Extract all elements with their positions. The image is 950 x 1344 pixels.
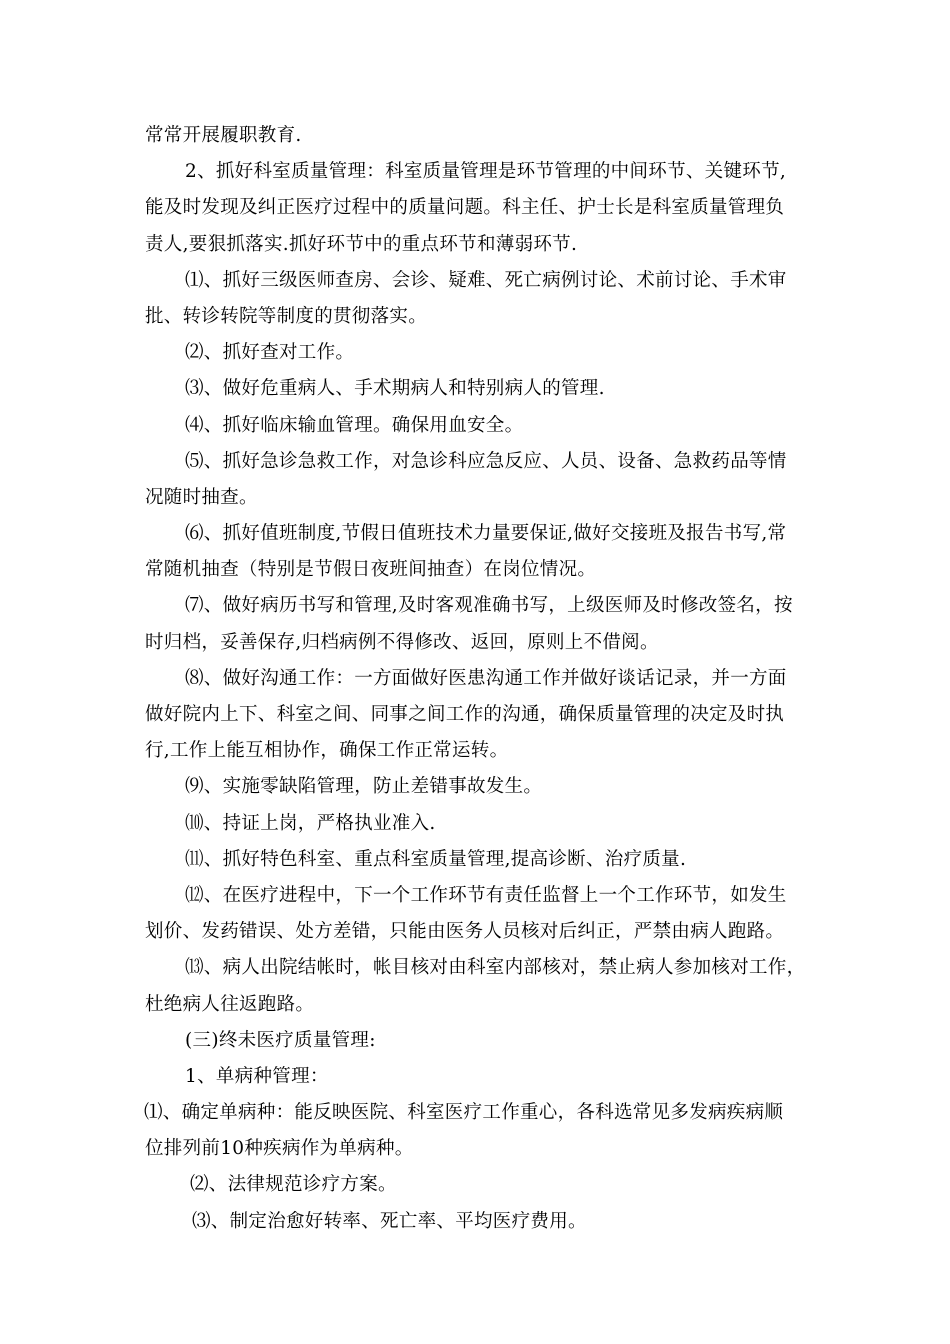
paragraph-line: 时归档，妥善保存,归档病例不得修改、返回，原则上不借阅。 (145, 631, 659, 653)
paragraph-line: ⑶、做好危重病人、手术期病人和特别病人的管理. (185, 378, 605, 400)
paragraph-line: ⑴、抓好三级医师查房、会诊、疑难、死亡病例讨论、术前讨论、手术审 (185, 269, 787, 291)
paragraph-line: ⑹、抓好值班制度,节假日值班技术力量要保证,做好交接班及报告书写,常 (185, 523, 787, 545)
paragraph-line: ⑽、持证上岗，严格执业准入. (185, 812, 436, 834)
paragraph-line: ⑿、在医疗进程中，下一个工作环节有责任监督上一个工作环节，如发生 (185, 884, 787, 906)
paragraph-line: 常随机抽查（特别是节假日夜班间抽查）在岗位情况。 (145, 559, 597, 581)
paragraph-line: 位排列前10种疾病作为单病种。 (145, 1138, 414, 1160)
document-body (145, 118, 815, 1240)
paragraph-line: 杜绝病人往返跑路。 (145, 993, 315, 1015)
paragraph-line: ⑴、确定单病种：能反映医院、科室医疗工作重心，各科选常见多发病疾病顺 (144, 1102, 784, 1124)
paragraph-line: 责人,要狠抓落实.抓好环节中的重点环节和薄弱环节. (145, 233, 578, 255)
paragraph-line: 2、抓好科室质量管理：科室质量管理是环节管理的中间环节、关键环节, (185, 161, 787, 183)
paragraph-line: ⑷、抓好临床输血管理。确保用血安全。 (185, 414, 524, 436)
paragraph-line: ⒀、病人出院结帐时，帐目核对由科室内部核对，禁止病人参加核对工作， (185, 957, 806, 979)
paragraph-line: ⑸、抓好急诊急救工作，对急诊科应急反应、人员、设备、急救药品等情 (185, 450, 787, 472)
paragraph-line: ⑼、实施零缺陷管理，防止差错事故发生。 (185, 776, 543, 798)
section-heading: (三)终未医疗质量管理: (185, 1029, 376, 1051)
paragraph-line: ⑺、做好病历书写和管理,及时客观准确书写，上级医师及时修改签名，按 (185, 595, 793, 617)
paragraph-line: 行,工作上能互相协作，确保工作正常运转。 (145, 740, 509, 762)
paragraph-line: 做好院内上下、科室之间、同事之间工作的沟通，确保质量管理的决定及时执 (145, 704, 785, 725)
paragraph-line: ⑵、法律规范诊疗方案。 (190, 1174, 397, 1196)
paragraph-line: 常常开展履职教育. (145, 125, 302, 146)
paragraph-line: ⑾、抓好特色科室、重点科室质量管理,提高诊断、治疗质量. (185, 848, 687, 870)
paragraph-line: ⑶、制定治愈好转率、死亡率、平均医疗费用。 (192, 1210, 587, 1232)
paragraph-line: ⑵、抓好查对工作。 (185, 342, 355, 364)
paragraph-line: 况随时抽查。 (145, 486, 258, 508)
paragraph-line: 划价、发药错误、处方差错，只能由医务人员核对后纠正，严禁由病人跑路。 (145, 921, 785, 943)
paragraph-line: 能及时发现及纠正医疗过程中的质量问题。科主任、护士长是科室质量管理负 (145, 197, 785, 219)
subsection-heading: 1、单病种管理： (185, 1065, 329, 1087)
paragraph-line: 批、转诊转院等制度的贯彻落实。 (145, 305, 428, 327)
paragraph-line: ⑻、做好沟通工作：一方面做好医患沟通工作并做好谈话记录，并一方面 (185, 667, 787, 689)
